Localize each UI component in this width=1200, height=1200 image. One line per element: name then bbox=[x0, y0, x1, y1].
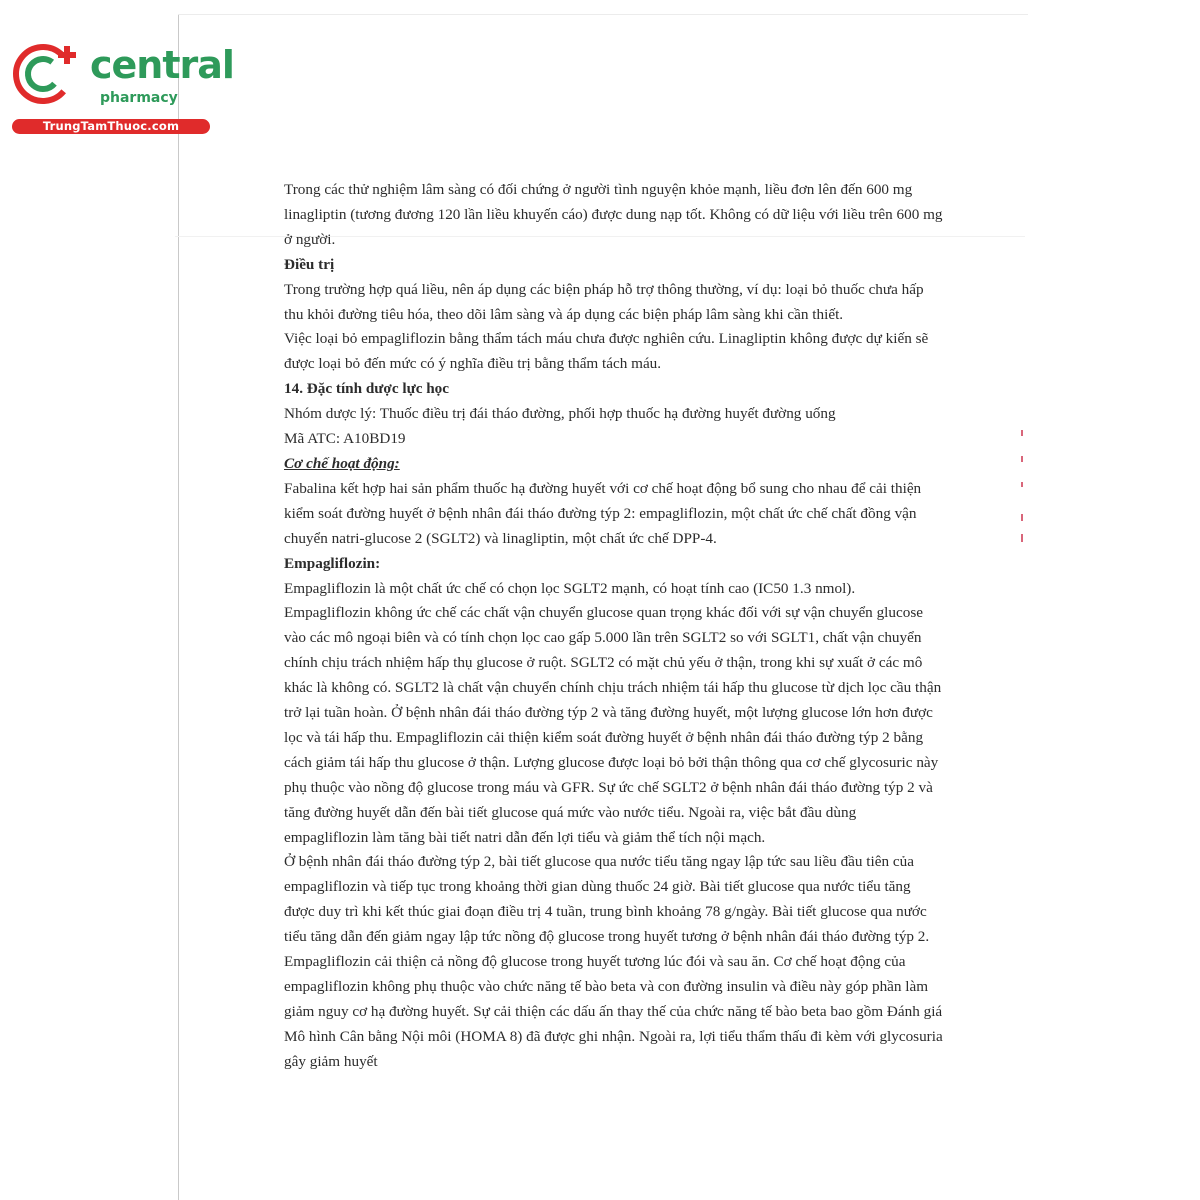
logo-banner[interactable]: TrungTamThuoc.com bbox=[12, 119, 210, 134]
central-pharmacy-logo[interactable] bbox=[10, 38, 234, 138]
logo-name: central bbox=[90, 43, 234, 87]
logo-subtitle: pharmacy bbox=[100, 90, 178, 106]
atc-code-line: Mã ATC: A10BD19 bbox=[284, 430, 406, 448]
overdose-intro-paragraph: Trong các thử nghiệm lâm sàng có đối chứng ở người tình nguyện khỏe mạnh, liều đơn lên đến 600 mg linagliptin (tương đương 120 lần liều khuyến cáo) được dung nạp tốt. Không có dữ liệu với liều trên 600 mg ở người. bbox=[284, 181, 943, 248]
mechanism-heading: Cơ chế hoạt động: bbox=[284, 454, 400, 472]
central-logo-icon bbox=[10, 38, 90, 116]
section-14-heading: 14. Đặc tính dược lực học bbox=[284, 380, 450, 398]
drug-group-line: Nhóm dược lý: Thuốc điều trị đái tháo đường, phối hợp thuốc hạ đường huyết đường uống bbox=[284, 405, 836, 423]
edge-marks bbox=[1019, 430, 1025, 570]
treatment-paragraph-2: Việc loại bỏ empagliflozin bằng thẩm tách máu chưa được nghiên cứu. Linagliptin không được dự kiến sẽ được loại bỏ đến mức có ý nghĩa điều trị bằng thẩm tách máu. bbox=[284, 330, 929, 373]
page-edge-top bbox=[178, 14, 1028, 15]
empagliflozin-paragraph-1: Empagliflozin là một chất ức chế có chọn lọc SGLT2 mạnh, có hoạt tính cao (IC50 1.3 nmol). Empagliflozin không ức chế các chất vận chuyển glucose quan trọng khác đối với sự vận chuyển glucose vào các mô ngoại biên và có tính chọn lọc cao gấp 5.000 lần trên SGLT2 so với SGLT1, chất vận chuyển chính chịu trách nhiệm hấp thụ glucose ở ruột. SGLT2 có mặt chủ yếu ở thận, trong khi sự xuất ở các mô khác là không có. SGLT2 là chất vận chuyển chính chịu trách nhiệm tái hấp thu glucose từ dịch lọc cầu thận trở lại tuần hoàn. Ở bệnh nhân đái tháo đường týp 2 và tăng đường huyết, một lượng glucose lớn hơn được lọc và tái hấp thu. Empagliflozin cải thiện kiểm soát đường huyết ở bệnh nhân đái tháo đường týp 2 bằng cách giảm tái hấp thu glucose ở thận. Lượng glucose được loại bỏ bởi thận thông qua cơ chế glycosuric này phụ thuộc vào nồng độ glucose trong máu và GFR. Sự ức chế SGLT2 ở bệnh nhân đái tháo đường týp 2 và tăng đường huyết dẫn đến bài tiết glucose quá mức vào nước tiểu. Ngoài ra, việc bắt đầu dùng empagliflozin làm tăng bài tiết natri dẫn đến lợi tiểu và giảm thể tích nội mạch. bbox=[284, 579, 942, 846]
document-body bbox=[284, 178, 944, 1075]
page-edge bbox=[178, 14, 179, 1200]
empagliflozin-heading: Empagliflozin: bbox=[284, 554, 381, 572]
treatment-paragraph-1: Trong trường hợp quá liều, nên áp dụng các biện pháp hỗ trợ thông thường, ví dụ: loại bỏ thuốc chưa hấp thu khỏi đường tiêu hóa, theo dõi lâm sàng và áp dụng các biện pháp lâm sàng khi cần thiết. bbox=[284, 280, 924, 323]
treatment-heading: Điều trị bbox=[284, 255, 335, 273]
empagliflozin-paragraph-2: Ở bệnh nhân đái tháo đường týp 2, bài tiết glucose qua nước tiểu tăng ngay lập tức sau liều đầu tiên của empagliflozin và tiếp tục trong khoảng thời gian dùng thuốc 24 giờ. Bài tiết glucose qua nước tiểu tăng được duy trì khi kết thúc giai đoạn điều trị 4 tuần, trung bình khoảng 78 g/ngày. Bài tiết glucose qua nước tiểu tăng dẫn đến giảm ngay lập tức nồng độ glucose trong huyết tương ở bệnh nhân đái tháo đường týp 2. Empagliflozin cải thiện cả nồng độ glucose trong huyết tương lúc đói và sau ăn. Cơ chế hoạt động của empagliflozin không phụ thuộc vào chức năng tế bào beta và con đường insulin và điều này góp phần làm giảm nguy cơ hạ đường huyết. Sự cải thiện các dấu ấn thay thế của chức năng tế bào beta bao gồm Đánh giá Mô hình Cân bằng Nội môi (HOMA 8) đã được ghi nhận. Ngoài ra, lợi tiểu thẩm thấu đi kèm với glycosuria gây giảm huyết bbox=[284, 853, 943, 1070]
mechanism-paragraph: Fabalina kết hợp hai sản phẩm thuốc hạ đường huyết với cơ chế hoạt động bổ sung cho nhau để cải thiện kiểm soát đường huyết ở bệnh nhân đái tháo đường týp 2: empagliflozin, một chất ức chế chất đồng vận chuyển natri-glucose 2 (SGLT2) và linagliptin, một chất ức chế DPP-4. bbox=[284, 479, 922, 547]
